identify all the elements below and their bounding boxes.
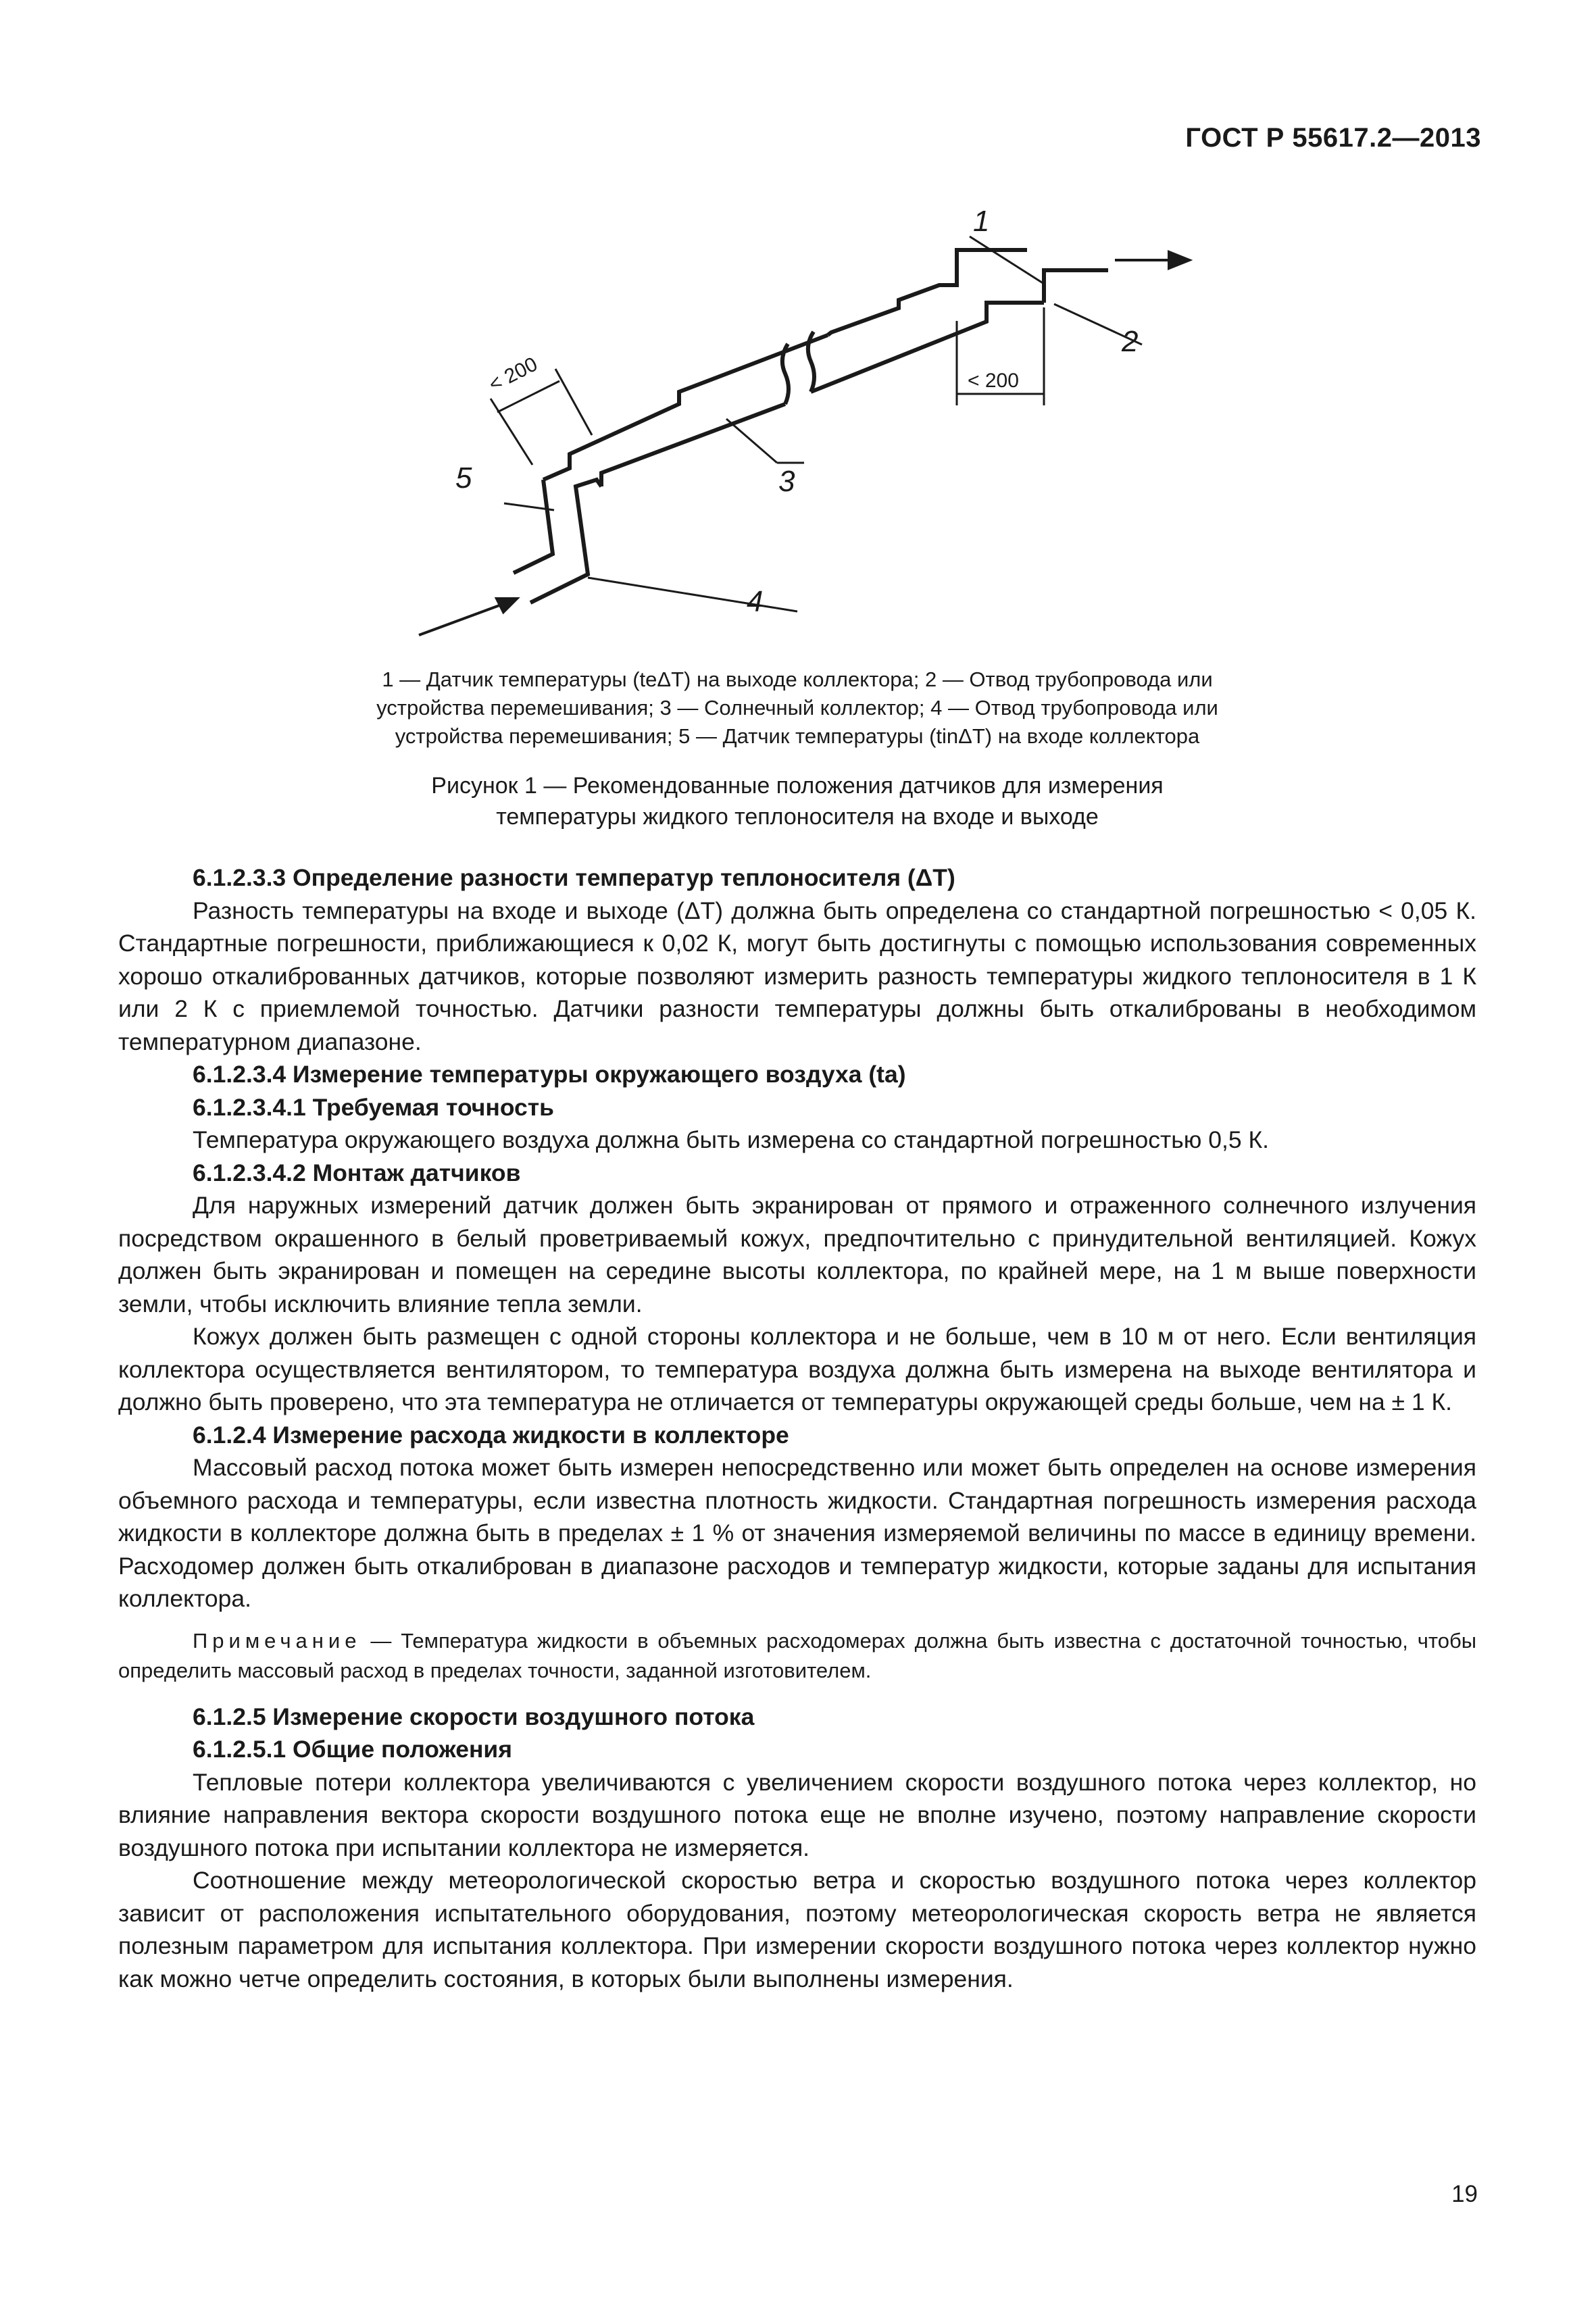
dim-left-ext-2 xyxy=(555,369,592,435)
figure-caption-line-2: температуры жидкого теплоносителя на входе и выходе xyxy=(496,804,1099,830)
figure-label-1: 1 xyxy=(973,205,990,238)
dim-right-label: < 200 xyxy=(968,370,1019,392)
heading-6-1-2-3-4: 6.1.2.3.4 Измерение температуры окружающего воздуха (ta) xyxy=(193,1061,906,1088)
leader-3 xyxy=(726,419,777,463)
note-label: Примечание xyxy=(193,1628,361,1653)
note-text: — Температура жидкости в объемных расходомерах должна быть известна с достаточной точностью, чтобы определить массовый расход в пределах точности, заданной изготовителем. xyxy=(118,1628,1476,1682)
note xyxy=(118,1626,1476,1686)
figure-legend xyxy=(318,665,1277,751)
figure-label-3: 3 xyxy=(778,465,795,498)
dim-left-ext-1 xyxy=(491,399,532,465)
figure-legend-line-1: 1 — Датчик температуры (teΔT) на выходе коллектора; 2 — Отвод трубопровода или xyxy=(382,668,1213,691)
figure-label-5: 5 xyxy=(455,461,472,495)
figure-1-diagram xyxy=(378,189,1216,649)
heading-6-1-2-3-3: 6.1.2.3.3 Определение разности температур теплоносителя (ΔT) xyxy=(193,864,955,891)
figure-legend-line-3: устройства перемешивания; 5 — Датчик температуры (tinΔT) на входе коллектора xyxy=(395,724,1200,748)
figure-label-4: 4 xyxy=(747,585,764,618)
figure-caption-line-1: Рисунок 1 — Рекомендованные положения датчиков для измерения xyxy=(431,773,1164,799)
dim-left-label: < 200 xyxy=(485,353,541,397)
paragraph-6-1-2-5-1-b: Соотношение между метеорологической скоростью ветра и скоростью воздушного потока через коллектор зависит от расположения испытательного оборудования, поэтому метеорологическая скорость ветра не является полезным параметром для испытания коллектора. При измерении скорости воздушного потока через коллектор нужно как можно четче определить состояния, в которых были выполнены измерения. xyxy=(118,1867,1476,1992)
outlet-pipe-lower xyxy=(1044,270,1108,303)
heading-6-1-2-3-4-1: 6.1.2.3.4.1 Требуемая точность xyxy=(193,1093,554,1121)
sensor-position-diagram xyxy=(378,189,1216,649)
inlet-arrow-line xyxy=(419,603,507,635)
leader-1 xyxy=(970,236,1044,284)
heading-6-1-2-4: 6.1.2.4 Измерение расхода жидкости в коллекторе xyxy=(193,1421,789,1449)
figure-legend-line-2: устройства перемешивания; 3 — Солнечный коллектор; 4 — Отвод трубопровода или xyxy=(376,696,1218,720)
figure-label-2: 2 xyxy=(1122,325,1139,358)
outlet-arrow-head xyxy=(1169,252,1189,268)
main-text xyxy=(118,861,1476,1995)
figure-caption xyxy=(318,770,1277,832)
page-number: 19 xyxy=(1451,2181,1478,2207)
document-id-header: ГОСТ Р 55617.2—2013 xyxy=(1185,123,1481,153)
inlet-arrow-head xyxy=(497,599,517,612)
leader-4 xyxy=(588,578,797,611)
inlet-pipe-outer xyxy=(514,480,553,573)
heading-6-1-2-5-1: 6.1.2.5.1 Общие положения xyxy=(193,1736,512,1763)
paragraph-6-1-2-3-4-2-b: Кожух должен быть размещен с одной стороны коллектора и не больше, чем в 10 м от него. Если вентиляция коллектора осуществляется вентилятором, то температура воздуха должна быть измерена на выходе вентилятора и должно быть проверено, что эта температура не отличается от температуры окружающей среды больше, чем на ± 1 К. xyxy=(118,1323,1476,1415)
heading-6-1-2-5: 6.1.2.5 Измерение скорости воздушного потока xyxy=(193,1703,755,1730)
outlet-pipe-upper xyxy=(828,250,1027,335)
inlet-pipe-inner xyxy=(530,480,601,603)
break-mark-left-1 xyxy=(782,344,789,404)
heading-6-1-2-3-4-2: 6.1.2.3.4.2 Монтаж датчиков xyxy=(193,1159,521,1186)
paragraph-6-1-2-3-4-2-a: Для наружных измерений датчик должен быть экранирован от прямого и отраженного солнечного излучения посредством окрашенного в белый проветриваемый кожух, предпочтительно с принудительной вентиляцией. Кожух должен быть экранирован и помещен на середине высоты коллектора, по крайней мере, на 1 м выше поверхности земли, чтобы исключить влияние тепла земли. xyxy=(118,1192,1476,1317)
paragraph-6-1-2-4: Массовый расход потока может быть измерен непосредственно или может быть определен на основе измерения объемного расхода и температуры, если известна плотность жидкости. Стандартная погрешность измерения расхода жидкости в коллекторе должна быть в пределах ± 1 % от значения измеряемой величины по массе в единицу времени. Расходомер должен быть откалиброван в диапазоне расходов и температур жидкости, которые заданы для испытания коллектора. xyxy=(118,1454,1476,1612)
collector-upper-edge xyxy=(543,335,828,480)
paragraph-6-1-2-3-4-1: Температура окружающего воздуха должна быть измерена со стандартной погрешностью 0,5 К. xyxy=(193,1126,1269,1153)
paragraph-6-1-2-3-3: Разность температуры на входе и выходе (ΔT) должна быть определена со стандартной погрешностью < 0,05 К. Стандартные погрешности, приближающиеся к 0,02 К, могут быть достигнуты с помощью использования современных хорошо откалиброванных датчиков, которые позволяют измерить разность температуры жидкого теплоносителя в 1 К или 2 К с приемлемой точностью. Датчики разности температуры должны быть откалиброваны в необходимом температурном диапазоне. xyxy=(118,897,1476,1055)
paragraph-6-1-2-5-1-a: Тепловые потери коллектора увеличиваются с увеличением скорости воздушного потока через коллектор, но влияние направления вектора скорости воздушного потока еще не вполне изучено, поэтому направление скорости воздушного потока при испытании коллектора не измеряется. xyxy=(118,1768,1476,1861)
